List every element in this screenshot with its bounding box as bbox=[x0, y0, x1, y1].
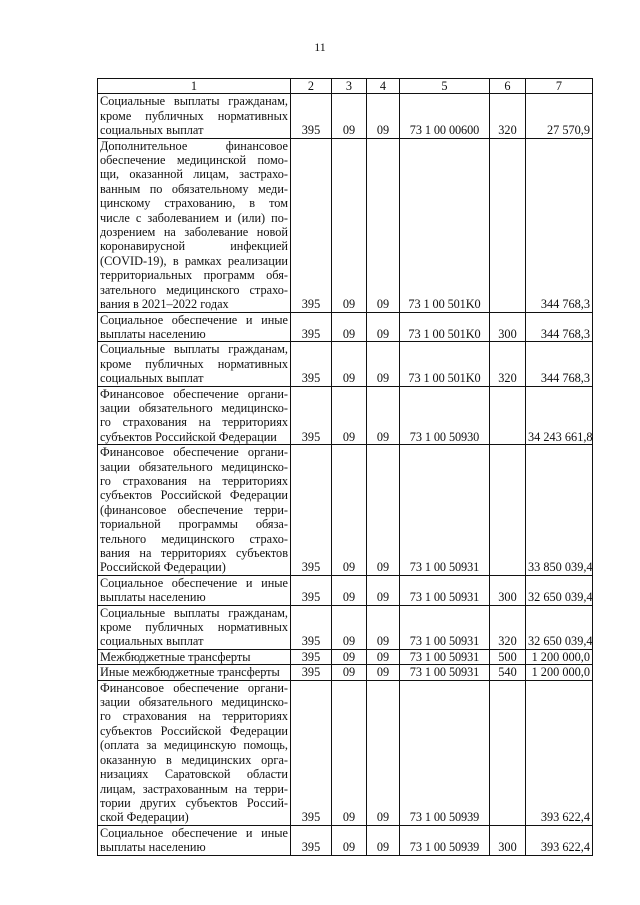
expense-type-code: 320 bbox=[490, 94, 526, 138]
subsection-code: 09 bbox=[367, 138, 400, 312]
description-line: ской Федерации) bbox=[100, 810, 189, 825]
ministry-code: 395 bbox=[291, 94, 332, 138]
description-line: Дополнительное финансовое bbox=[100, 138, 288, 153]
row-description bbox=[98, 665, 291, 680]
subsection-code: 09 bbox=[367, 575, 400, 605]
row-description bbox=[98, 575, 291, 605]
row-description bbox=[98, 605, 291, 649]
subsection-code: 09 bbox=[367, 825, 400, 855]
description-line: тельного медицинского страхо- bbox=[100, 531, 288, 546]
amount: 1 200 000,0 bbox=[526, 649, 593, 664]
column-header: 7 bbox=[526, 79, 593, 94]
description-line: субъектов Российской Федерации bbox=[100, 429, 277, 444]
target-article-code: 73 1 00 00600 bbox=[400, 94, 490, 138]
column-header: 6 bbox=[490, 79, 526, 94]
description-line: Финансовое обеспечение органи- bbox=[100, 445, 288, 460]
description-line: социальных выплат bbox=[100, 123, 204, 138]
row-description bbox=[98, 386, 291, 445]
table-row bbox=[98, 605, 593, 649]
amount: 344 768,3 bbox=[526, 342, 593, 386]
subsection-code: 09 bbox=[367, 680, 400, 825]
table-row bbox=[98, 575, 593, 605]
description-line: го страхования на территориях bbox=[100, 709, 288, 724]
section-code: 09 bbox=[332, 825, 367, 855]
description-line: зации обязательного медицинско- bbox=[100, 400, 288, 415]
table-row bbox=[98, 312, 593, 342]
description-line: лицам, застрахованным на терри- bbox=[100, 781, 288, 796]
description-line: обеспечение медицинской помо- bbox=[100, 153, 288, 168]
section-code: 09 bbox=[332, 312, 367, 342]
ministry-code: 395 bbox=[291, 312, 332, 342]
table-row bbox=[98, 680, 593, 825]
table-row bbox=[98, 665, 593, 680]
expense-type-code: 500 bbox=[490, 649, 526, 664]
ministry-code: 395 bbox=[291, 445, 332, 576]
target-article-code: 73 1 00 50930 bbox=[400, 386, 490, 445]
description-line: (COVID-19), в рамках реализации bbox=[100, 253, 288, 268]
target-article-code: 73 1 00 50931 bbox=[400, 575, 490, 605]
section-code: 09 bbox=[332, 649, 367, 664]
description-line: Социальное обеспечение и иные bbox=[100, 312, 288, 327]
target-article-code: 73 1 00 501K0 bbox=[400, 312, 490, 342]
description-line: го страхования на территориях bbox=[100, 473, 288, 488]
target-article-code: 73 1 00 501K0 bbox=[400, 138, 490, 312]
description-line: щи, оказанной лицам, застрахо- bbox=[100, 167, 288, 182]
description-line: Российской Федерации) bbox=[100, 560, 226, 575]
description-line: социальных выплат bbox=[100, 371, 204, 386]
column-header: 1 bbox=[98, 79, 291, 94]
section-code: 09 bbox=[332, 342, 367, 386]
description-line: (финансовое обеспечение терри- bbox=[100, 502, 288, 517]
amount: 33 850 039,4 bbox=[526, 445, 593, 576]
column-header: 2 bbox=[291, 79, 332, 94]
description-line: Финансовое обеспечение органи- bbox=[100, 386, 288, 401]
amount: 393 622,4 bbox=[526, 680, 593, 825]
description-line: оказанную в медицинских орга- bbox=[100, 752, 288, 767]
amount: 344 768,3 bbox=[526, 312, 593, 342]
ministry-code: 395 bbox=[291, 386, 332, 445]
expense-type-code bbox=[490, 386, 526, 445]
table-row bbox=[98, 138, 593, 312]
expense-type-code bbox=[490, 680, 526, 825]
description-line: кроме публичных нормативных bbox=[100, 356, 288, 371]
description-line: Социальные выплаты гражданам, bbox=[100, 342, 288, 357]
subsection-code: 09 bbox=[367, 386, 400, 445]
ministry-code: 395 bbox=[291, 649, 332, 664]
expense-type-code bbox=[490, 445, 526, 576]
row-description bbox=[98, 445, 291, 576]
section-code: 09 bbox=[332, 138, 367, 312]
description-line: го страхования на территориях bbox=[100, 415, 288, 430]
ministry-code: 395 bbox=[291, 575, 332, 605]
amount: 344 768,3 bbox=[526, 138, 593, 312]
expense-type-code: 320 bbox=[490, 342, 526, 386]
expense-type-code bbox=[490, 138, 526, 312]
section-code: 09 bbox=[332, 386, 367, 445]
amount: 27 570,9 bbox=[526, 94, 593, 138]
description-line: социальных выплат bbox=[100, 634, 204, 649]
table-row bbox=[98, 342, 593, 386]
expense-type-code: 320 bbox=[490, 605, 526, 649]
row-description bbox=[98, 825, 291, 855]
description-line: тории других субъектов Россий- bbox=[100, 795, 288, 810]
header-row bbox=[98, 79, 593, 94]
description-line: Социальные выплаты гражданам, bbox=[100, 605, 288, 620]
table-row bbox=[98, 649, 593, 664]
table-row bbox=[98, 94, 593, 138]
subsection-code: 09 bbox=[367, 605, 400, 649]
target-article-code: 73 1 00 50939 bbox=[400, 825, 490, 855]
expense-type-code: 300 bbox=[490, 312, 526, 342]
subsection-code: 09 bbox=[367, 445, 400, 576]
description-line: вания на территориях субъектов bbox=[100, 546, 288, 560]
row-description bbox=[98, 94, 291, 138]
description-line: Социальное обеспечение и иные bbox=[100, 575, 288, 590]
description-line: выплаты населению bbox=[100, 590, 206, 605]
description-line: цинскому страхованию, в том bbox=[100, 196, 288, 211]
expense-type-code: 300 bbox=[490, 825, 526, 855]
ministry-code: 395 bbox=[291, 138, 332, 312]
section-code: 09 bbox=[332, 680, 367, 825]
description-line: выплаты населению bbox=[100, 326, 206, 341]
expense-type-code: 540 bbox=[490, 665, 526, 680]
ministry-code: 395 bbox=[291, 665, 332, 680]
ministry-code: 395 bbox=[291, 342, 332, 386]
description-line: зации обязательного медицинско- bbox=[100, 695, 288, 710]
ministry-code: 395 bbox=[291, 605, 332, 649]
table-row bbox=[98, 386, 593, 445]
target-article-code: 73 1 00 50931 bbox=[400, 605, 490, 649]
ministry-code: 395 bbox=[291, 825, 332, 855]
amount: 1 200 000,0 bbox=[526, 665, 593, 680]
description-line: выплаты населению bbox=[100, 840, 206, 855]
column-header: 4 bbox=[367, 79, 400, 94]
amount: 34 243 661,8 bbox=[526, 386, 593, 445]
description-line: Социальное обеспечение и иные bbox=[100, 825, 288, 840]
description-line: низациях Саратовской области bbox=[100, 767, 288, 782]
subsection-code: 09 bbox=[367, 649, 400, 664]
amount: 393 622,4 bbox=[526, 825, 593, 855]
table-body bbox=[98, 94, 593, 855]
description-line: ториальной программы обяза- bbox=[100, 517, 288, 532]
budget-table bbox=[97, 78, 593, 856]
section-code: 09 bbox=[332, 94, 367, 138]
row-description bbox=[98, 312, 291, 342]
subsection-code: 09 bbox=[367, 312, 400, 342]
description-line: территориальных программ обя- bbox=[100, 268, 288, 283]
description-line: субъектов Российской Федерации bbox=[100, 723, 288, 738]
description-line: (оплата за медицинскую помощь, bbox=[100, 738, 288, 753]
page-number: 11 bbox=[314, 40, 326, 54]
description-line: ванным по обязательному меди- bbox=[100, 181, 288, 196]
target-article-code: 73 1 00 50931 bbox=[400, 665, 490, 680]
description-line: субъектов Российской Федерации bbox=[100, 488, 288, 503]
section-code: 09 bbox=[332, 605, 367, 649]
target-article-code: 73 1 00 50931 bbox=[400, 445, 490, 576]
amount: 32 650 039,4 bbox=[526, 605, 593, 649]
row-description bbox=[98, 138, 291, 312]
section-code: 09 bbox=[332, 575, 367, 605]
description-line: кроме публичных нормативных bbox=[100, 108, 288, 123]
table-row bbox=[98, 445, 593, 576]
description-line: Межбюджетные трансферты bbox=[100, 649, 251, 664]
description-line: коронавирусной инфекцией bbox=[100, 239, 288, 254]
target-article-code: 73 1 00 501K0 bbox=[400, 342, 490, 386]
ministry-code: 395 bbox=[291, 680, 332, 825]
table-row bbox=[98, 825, 593, 855]
description-line: Иные межбюджетные трансферты bbox=[100, 665, 280, 680]
description-line: зации обязательного медицинско- bbox=[100, 459, 288, 474]
target-article-code: 73 1 00 50939 bbox=[400, 680, 490, 825]
column-header: 3 bbox=[332, 79, 367, 94]
expense-type-code: 300 bbox=[490, 575, 526, 605]
subsection-code: 09 bbox=[367, 665, 400, 680]
target-article-code: 73 1 00 50931 bbox=[400, 649, 490, 664]
amount: 32 650 039,4 bbox=[526, 575, 593, 605]
section-code: 09 bbox=[332, 445, 367, 576]
description-line: вания в 2021–2022 годах bbox=[100, 297, 229, 312]
description-line: числе с заболеванием и (или) по- bbox=[100, 210, 288, 225]
column-header: 5 bbox=[400, 79, 490, 94]
description-line: Финансовое обеспечение органи- bbox=[100, 680, 288, 695]
section-code: 09 bbox=[332, 665, 367, 680]
description-line: дозрением на заболевание новой bbox=[100, 225, 288, 240]
row-description bbox=[98, 680, 291, 825]
description-line: кроме публичных нормативных bbox=[100, 620, 288, 635]
row-description bbox=[98, 342, 291, 386]
subsection-code: 09 bbox=[367, 342, 400, 386]
subsection-code: 09 bbox=[367, 94, 400, 138]
description-line: зательного медицинского страхо- bbox=[100, 282, 288, 297]
row-description bbox=[98, 649, 291, 664]
description-line: Социальные выплаты гражданам, bbox=[100, 94, 288, 109]
